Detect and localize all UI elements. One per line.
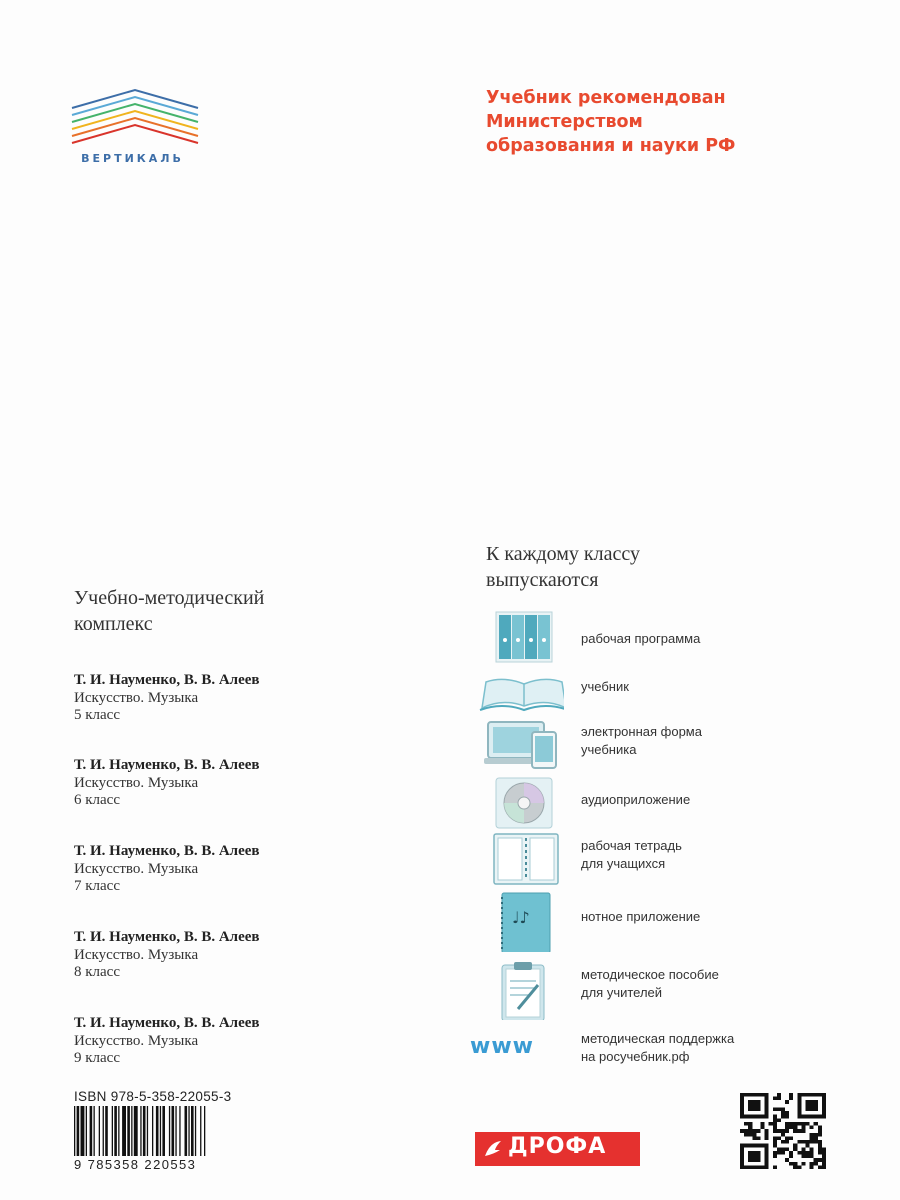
book-title: Искусство. Музыка bbox=[74, 860, 199, 877]
book-authors: Т. И. Науменко, В. В. Алеев bbox=[74, 929, 260, 945]
open-book-icon bbox=[472, 668, 564, 724]
book-grade: 5 класс bbox=[74, 707, 120, 723]
item-label-line: рабочая тетрадь bbox=[581, 838, 682, 853]
per-grade-item bbox=[470, 832, 870, 892]
qr-code-icon bbox=[740, 1093, 826, 1169]
complex-title-line: Учебно-методический bbox=[74, 587, 265, 609]
item-label-line: для учащихся bbox=[581, 856, 666, 871]
item-label bbox=[581, 723, 702, 759]
book-title: Искусство. Музыка bbox=[74, 689, 199, 706]
book-authors: Т. И. Науменко, В. В. Алеев bbox=[74, 1015, 260, 1031]
recommendation-text bbox=[486, 86, 846, 158]
book-entry bbox=[74, 929, 404, 982]
item-label-line: учебник bbox=[581, 679, 629, 694]
book-entry bbox=[74, 843, 404, 896]
item-label bbox=[581, 791, 690, 809]
complex-title bbox=[74, 585, 404, 637]
publisher-name: ДРОФА bbox=[508, 1134, 607, 1159]
recommendation-line: Учебник рекомендован bbox=[486, 88, 726, 108]
music-notes-icon bbox=[480, 890, 560, 952]
complex-title-line: комплекс bbox=[74, 613, 153, 635]
item-label bbox=[581, 630, 700, 648]
binders-icon bbox=[480, 610, 560, 666]
item-label bbox=[581, 678, 629, 696]
item-label bbox=[581, 1030, 734, 1066]
book-entry bbox=[74, 1015, 404, 1068]
book-title: Искусство. Музыка bbox=[74, 1032, 199, 1049]
per-grade-item bbox=[470, 958, 870, 1018]
clipboard-icon bbox=[480, 958, 560, 1020]
book-grade: 9 класс bbox=[74, 1050, 120, 1066]
logo-name: ВЕРТИКАЛЬ bbox=[81, 152, 184, 165]
book-grade: 7 класс bbox=[74, 878, 120, 894]
notebook-icon bbox=[480, 832, 560, 888]
publisher-emblem-icon bbox=[482, 1138, 504, 1160]
item-label-line: методическое пособие bbox=[581, 967, 719, 982]
book-authors: Т. И. Науменко, В. В. Алеев bbox=[74, 843, 260, 859]
recommendation-line: образования и науки РФ bbox=[486, 136, 736, 156]
svg-text:♩♪: ♩♪ bbox=[512, 908, 530, 927]
www-icon: www bbox=[470, 1034, 534, 1059]
item-label bbox=[581, 966, 719, 1002]
item-label-line: аудиоприложение bbox=[581, 792, 691, 807]
item-label-line: учебника bbox=[581, 742, 637, 757]
item-label-line: методическая поддержка bbox=[581, 1031, 735, 1046]
book-authors: Т. И. Науменко, В. В. Алеев bbox=[74, 757, 260, 773]
per-grade-item bbox=[470, 776, 870, 836]
barcode-number: 9 785358 220553 bbox=[74, 1157, 197, 1172]
item-label-line: электронная форма bbox=[581, 724, 702, 739]
cd-icon bbox=[480, 776, 560, 832]
per-grade-title-line: выпускаются bbox=[486, 569, 599, 591]
per-grade-item bbox=[470, 1030, 870, 1090]
item-label-line: для учителей bbox=[581, 985, 663, 1000]
book-grade: 6 класс bbox=[74, 792, 120, 808]
book-title: Искусство. Музыка bbox=[74, 946, 199, 963]
recommendation-line: Министерством bbox=[486, 112, 643, 132]
devices-icon bbox=[480, 718, 560, 774]
item-label-line: на росучебник.рф bbox=[581, 1049, 690, 1064]
per-grade-item bbox=[470, 890, 870, 950]
book-entry bbox=[74, 672, 404, 725]
book-authors: Т. И. Науменко, В. В. Алеев bbox=[74, 672, 260, 688]
item-label bbox=[581, 837, 682, 873]
book-entry bbox=[74, 757, 404, 810]
item-label bbox=[581, 908, 700, 926]
per-grade-item bbox=[470, 718, 870, 778]
barcode-icon bbox=[74, 1106, 260, 1156]
item-label-line: рабочая программа bbox=[581, 631, 701, 646]
isbn-text: ISBN 978-5-358-22055-3 bbox=[74, 1089, 232, 1104]
book-title: Искусство. Музыка bbox=[74, 774, 199, 791]
per-grade-title-line: К каждому классу bbox=[486, 543, 640, 565]
book-grade: 8 класс bbox=[74, 964, 120, 980]
per-grade-item bbox=[470, 610, 870, 670]
item-label-line: нотное приложение bbox=[581, 909, 701, 924]
per-grade-title bbox=[486, 541, 806, 593]
